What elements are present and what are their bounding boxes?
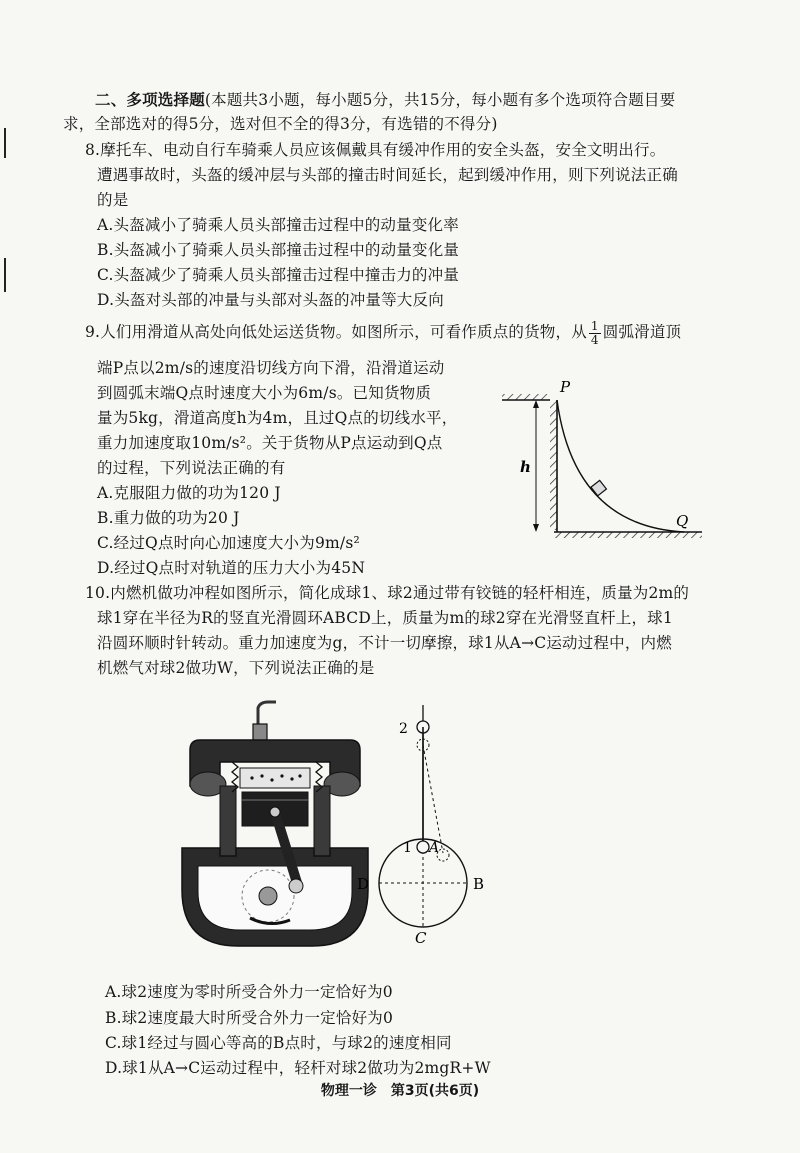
q9-option-d: D.经过Q点时对轨道的压力大小为45N <box>97 559 366 577</box>
label-q: Q <box>676 512 689 530</box>
crank-pin <box>289 879 303 893</box>
cylinder-wall-right <box>314 786 330 856</box>
q8-stem-line2: 遭遇事故时，头盔的缓冲层与头部的撞击时间延长，起到缓冲作用，则下列说法正确 <box>97 166 678 184</box>
q9-stem-end: 圆弧滑道顶 <box>602 323 682 341</box>
q8-stem-line1: 8.摩托车、电动自行车骑乘人员应该佩戴具有缓冲作用的安全头盔，安全文明出行。 <box>85 141 666 159</box>
q10-stem-line3: 沿圆环顺时针转动。重力加速度为g，不计一切摩擦，球1从A→C运动过程中，内燃 <box>97 634 672 652</box>
q10-option-b: B.球2速度最大时所受合外力一定恰好为0 <box>105 1009 394 1027</box>
ball-1 <box>417 841 429 853</box>
top-ground <box>502 394 550 400</box>
quarter-arc-track <box>557 400 684 532</box>
label-point-b: B <box>473 875 485 893</box>
label-h: h <box>520 458 531 476</box>
link-rod-ghost <box>423 745 443 853</box>
q9-stem-line4: 量为5kg，滑道高度h为4m，且过Q点的切线水平， <box>97 409 458 427</box>
section-heading: 二、多项选择题 <box>95 91 205 109</box>
q9-stem-start: 9.人们用滑道从高处向低处运送货物。如图所示，可看作质点的货物，从 <box>85 323 587 341</box>
label-ball-1: 1 <box>403 840 412 856</box>
section-heading-line <box>95 90 675 110</box>
spark-plug-wire <box>258 702 276 726</box>
chute-diagram <box>488 376 708 548</box>
ring-rod-diagram <box>345 705 505 945</box>
q9-stem-line2: 端P点以2m/s的速度沿切线方向下滑，沿滑道运动 <box>97 359 445 377</box>
q9-option-a: A.克服阻力做的功为120 J <box>97 484 281 502</box>
height-dimension <box>533 400 539 532</box>
q10-stem-line4: 机燃气对球2做功W，下列说法正确的是 <box>97 659 375 677</box>
q9-stem-line6: 的过程，下列说法正确的有 <box>97 459 286 477</box>
q8-option-d: D.头盔对头部的冲量与头部对头盔的冲量等大反向 <box>97 291 444 309</box>
q10-option-d: D.球1从A→C运动过程中，轻杆对球2做功为2mgR+W <box>105 1059 491 1077</box>
quarter-fraction <box>589 320 601 347</box>
q9-option-c: C.经过Q点时向心加速度大小为9m/s² <box>97 534 360 552</box>
q8-option-a: A.头盔减小了骑乘人员头部撞击过程中的动量变化率 <box>97 216 459 234</box>
cargo-block <box>591 480 606 495</box>
scan-edge-mark <box>4 128 6 158</box>
cylinder-wall-left <box>220 786 236 856</box>
crankshaft-hub <box>259 887 277 905</box>
q8-stem-line3: 的是 <box>97 191 129 209</box>
label-ball-2: 2 <box>399 721 408 737</box>
q10-option-a: A.球2速度为零时所受合外力一定恰好为0 <box>105 983 393 1001</box>
engine-illustration <box>180 700 370 950</box>
fraction-denominator: 4 <box>590 332 599 347</box>
label-point-d: D <box>357 875 370 893</box>
q10-stem-line2: 球1穿在半径为R的竖直光滑圆环ABCD上，质量为m的球2穿在光滑竖直杆上，球1 <box>97 609 673 627</box>
label-point-a: A <box>429 840 440 856</box>
page-footer: 物理一诊 第3页(共6页) <box>320 1083 480 1099</box>
scan-edge-mark <box>4 258 6 292</box>
section-note: (本题共3小题，每小题5分，共15分，每小题有多个选项符合题目要 <box>204 91 676 109</box>
q9-stem-line3: 到圆弧末端Q点时速度大小为6m/s。已知货物质 <box>97 384 432 402</box>
q9-stem-line5: 重力加速度取10m/s²。关于货物从P点运动到Q点 <box>97 434 443 452</box>
vertical-wall <box>550 400 557 532</box>
q9-option-b: B.重力做的功为20 J <box>97 509 240 527</box>
q9-stem-line1 <box>85 318 681 347</box>
q10-stem-line1: 10.内燃机做功冲程如图所示，简化成球1、球2通过带有铰链的轻杆相连，质量为2m的 <box>85 584 690 602</box>
wrist-pin <box>270 807 280 817</box>
fraction-numerator: 1 <box>590 318 599 333</box>
section-note-line2: 求，全部选对的得5分，选对但不全的得3分，有选错的不得分) <box>63 115 498 133</box>
q8-option-b: B.头盔减小了骑乘人员头部撞击过程中的动量变化量 <box>97 241 460 259</box>
bottom-ground <box>554 532 702 538</box>
label-p: P <box>560 378 571 396</box>
q8-option-c: C.头盔减少了骑乘人员头部撞击过程中撞击力的冲量 <box>97 266 460 284</box>
label-point-c: C <box>415 929 427 945</box>
q10-option-c: C.球1经过与圆心等高的B点时，与球2的速度相同 <box>105 1034 452 1052</box>
